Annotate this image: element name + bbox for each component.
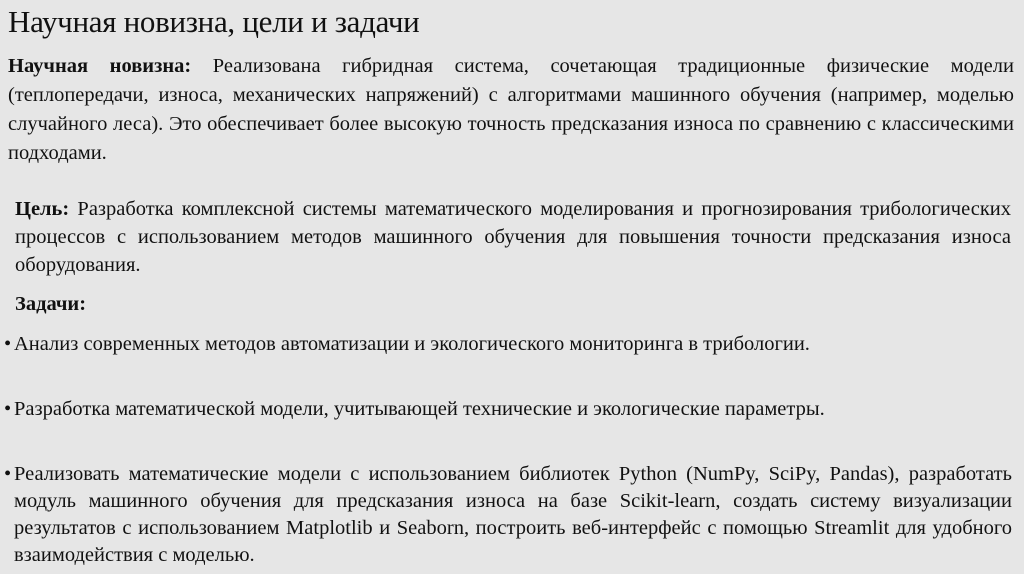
bullet-icon: •: [4, 333, 12, 355]
novelty-text: Реализована гибридная система, сочетающая традиционные физические модели (теплопередачи, износа, механических напряжений) с алгоритмами машинного обучения (например, моделью случайного леса). Это обеспечивает более высокую точность предсказания износа по сравнению с классическими подходами.: [8, 55, 1014, 164]
bullet-icon: •: [4, 463, 12, 485]
task-text: Разработка математической модели, учитывающей технические и экологические параметры.: [14, 398, 825, 420]
bullet-icon: •: [4, 398, 12, 420]
goal-label: Цель:: [15, 198, 70, 220]
tasks-heading: Задачи:: [15, 293, 87, 315]
novelty-paragraph: [8, 52, 1014, 168]
goal-paragraph: [15, 195, 1011, 279]
goal-text: Разработка комплексной системы математического моделирования и прогнозирования трибологических процессов с использованием методов машинного обучения для повышения точности предсказания износа оборудования.: [15, 198, 1011, 276]
task-item: [4, 461, 1012, 569]
task-item: [4, 396, 1012, 423]
task-text: Анализ современных методов автоматизации и экологического мониторинга в трибологии.: [14, 333, 810, 355]
task-item: [4, 331, 1012, 358]
novelty-label: Научная новизна:: [8, 55, 192, 77]
page-title: Научная новизна, цели и задачи: [8, 4, 420, 39]
task-text: Реализовать математические модели с использованием библиотек Python (NumPy, SciPy, Pandas), разработать модуль машинного обучения для предсказания износа на базе Scikit-learn, создать систему визуализации результатов с использованием Matplotlib и Seaborn, построить веб-интерфейс с помощью Streamlit для удобного взаимодействия с моделью.: [14, 463, 1012, 566]
